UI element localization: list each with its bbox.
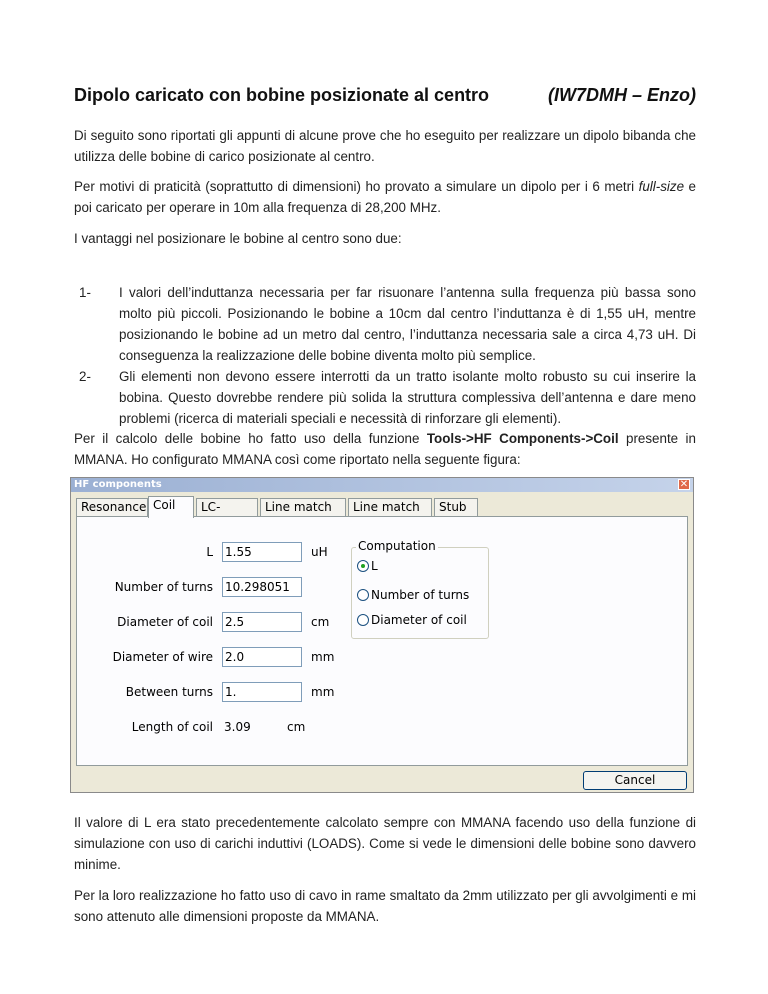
diameter-coil-unit: cm	[311, 615, 330, 629]
between-turns-unit: mm	[311, 685, 335, 699]
list-item-text: Gli elementi non devono essere interrotti da un tratto isolante molto robusto su cui inserire la bobina. Questo dovrebbe rendere più solida la struttura complessiva dell’antenna e dare meno problemi (ricerca di materiali speciali e necessità di rinforzare gli elementi).	[119, 369, 696, 426]
radio-selected-icon[interactable]	[357, 560, 369, 572]
l-label: L	[206, 545, 213, 559]
list-item-number: 2-	[79, 369, 91, 384]
turns-label: Number of turns	[114, 580, 213, 594]
l-unit: uH	[311, 545, 328, 559]
cancel-button[interactable]: Cancel	[583, 771, 687, 790]
diameter-wire-input[interactable]: 2.0	[222, 647, 302, 667]
computation-group	[351, 539, 489, 639]
document-title: Dipolo caricato con bobine posizionate al centro	[74, 85, 490, 105]
coil-panel	[76, 516, 688, 766]
motivation-text-a: Per motivi di praticità (soprattutto di dimensioni) ho provato a simulare un dipolo per i 6 metri	[74, 179, 639, 194]
tab-coil[interactable]: Coil	[148, 496, 194, 518]
radio-icon[interactable]	[357, 589, 369, 601]
hf-components-window	[70, 477, 694, 793]
coil-calc-text-a: Per il calcolo delle bobine ho fatto uso della funzione	[74, 431, 427, 446]
radio-diameter-of-coil[interactable]	[357, 613, 467, 629]
between-turns-label: Between turns	[125, 685, 213, 699]
motivation-italic: full-size	[638, 179, 685, 194]
coil-calc-text-b: presente in MMANA. Ho configurato MMANA così come riportato nella seguente figura:	[74, 431, 696, 467]
length-value: 3.09	[224, 720, 251, 734]
list-item	[74, 366, 696, 429]
computation-title: Computation	[358, 539, 436, 553]
tab-resonance[interactable]: Resonance	[76, 498, 148, 516]
diameter-wire-label: Diameter of wire	[112, 650, 213, 664]
radio-turns-label: Number of turns	[371, 588, 470, 602]
coil-calc-paragraph	[74, 428, 696, 470]
radio-l-label: L	[371, 559, 378, 573]
construction-paragraph: Per la loro realizzazione ho fatto uso di cavo in rame smaltato da 2mm utilizzato per gli avvolgimenti e mi sono attenuto alle dimensioni proposte da MMANA.	[74, 888, 696, 924]
length-label: Length of coil	[131, 720, 213, 734]
l-input[interactable]: 1.55	[222, 542, 302, 562]
list-item	[74, 282, 696, 366]
advantages-intro: I vantaggi nel posizionare le bobine al centro sono due:	[74, 231, 402, 246]
turns-input[interactable]: 10.298051	[222, 577, 302, 597]
diameter-coil-label: Diameter of coil	[117, 615, 213, 629]
l-value-paragraph: Il valore di L era stato precedentemente calcolato sempre con MMANA facendo uso della funzione di simulazione con uso di carichi induttivi (LOADS). Come si vede le dimensioni delle bobine sono davvero minime.	[74, 815, 696, 872]
document-author: (IW7DMH – Enzo)	[548, 85, 696, 105]
tab-line-match-2[interactable]: Line match	[348, 498, 432, 516]
tab-stub[interactable]: Stub	[434, 498, 478, 516]
motivation-paragraph	[74, 176, 696, 218]
radio-number-of-turns[interactable]	[357, 588, 469, 604]
radio-diameter-label: Diameter of coil	[371, 613, 467, 627]
tab-lc-match[interactable]: LC-	[196, 498, 258, 516]
advantages-list	[74, 282, 696, 429]
close-icon[interactable]: ✕	[679, 479, 689, 490]
diameter-wire-unit: mm	[311, 650, 335, 664]
tab-line-match-1[interactable]: Line match	[260, 498, 346, 516]
window-titlebar	[71, 478, 693, 492]
list-item-number: 1-	[79, 285, 91, 300]
page-header	[74, 85, 696, 111]
diameter-coil-input[interactable]: 2.5	[222, 612, 302, 632]
radio-icon[interactable]	[357, 614, 369, 626]
list-item-text: I valori dell’induttanza necessaria per far risuonare l’antenna sulla frequenza più bassa sono molto più piccoli. Posizionando le bobine a 10cm dal centro l’induttanza è di 1,55 uH, mentre posizionando le bobine ad un metro dal centro, l’induttanza necessaria sale a circa 4,73 uH. Di conseguenza la realizzazione delle bobine diventa molto più semplice.	[119, 285, 696, 363]
intro-paragraph: Di seguito sono riportati gli appunti di alcune prove che ho eseguito per realizzare un dipolo bibanda che utilizza delle bobine di carico posizionate al centro.	[74, 128, 696, 164]
radio-l[interactable]	[357, 559, 378, 575]
between-turns-input[interactable]: 1.	[222, 682, 302, 702]
coil-calc-bold: Tools->HF Components->Coil	[426, 431, 619, 446]
window-title: HF components	[74, 479, 162, 490]
length-unit: cm	[287, 720, 306, 734]
motivation-text-b: e poi caricato per operare in 10m alla frequenza di 28,200 MHz.	[74, 179, 696, 215]
